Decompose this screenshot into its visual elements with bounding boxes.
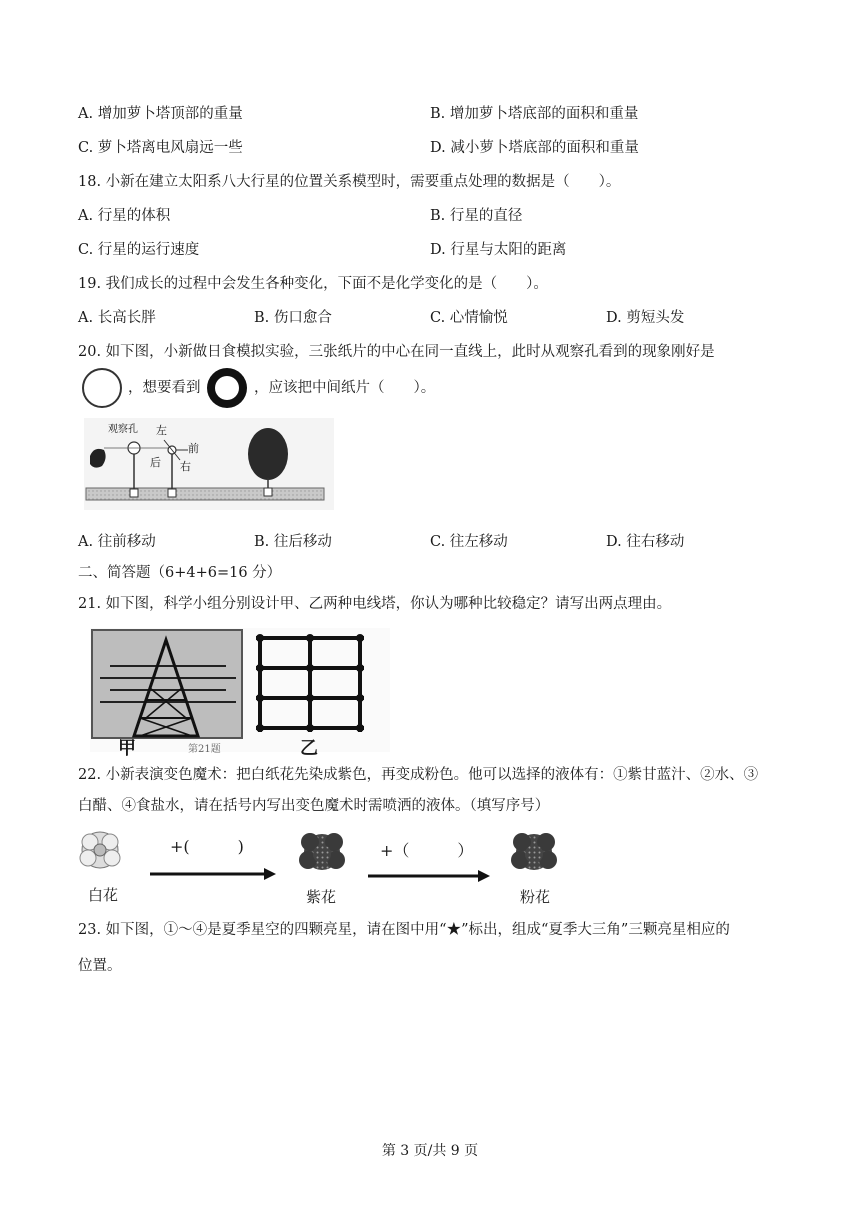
white-flower-icon <box>80 832 120 868</box>
q18-option-c: C. 行星的运行速度 <box>78 242 200 258</box>
q20-option-b: B. 往后移动 <box>254 534 332 550</box>
eclipse-experiment-figure <box>84 418 334 510</box>
q18-option-a: A. 行星的体积 <box>78 208 171 224</box>
label-front: 前 <box>188 442 199 455</box>
q20-option-c: C. 往左移动 <box>430 534 508 550</box>
label-right: 右 <box>180 460 191 473</box>
label-back: 后 <box>150 456 161 469</box>
figure-caption-partial: 第21题 <box>188 744 221 755</box>
label-left: 左 <box>156 424 167 437</box>
q20-option-a: A. 往前移动 <box>78 534 156 550</box>
tower-a-label: 甲 <box>118 738 136 759</box>
q19-option-b: B. 伤口愈合 <box>254 310 332 326</box>
sun-disc-icon <box>80 366 124 410</box>
q17-option-b: B. 增加萝卜塔底部的面积和重量 <box>430 106 639 122</box>
page-footer: 第 3 页/共 9 页 <box>381 1143 479 1159</box>
q17-option-c: C. 萝卜塔离电风扇远一些 <box>78 140 243 156</box>
q20-stem: 20. 如下图，小新做日食模拟实验，三张纸片的中心在同一直线上，此时从观察孔看到的现象刚好是 <box>78 344 715 360</box>
q20-option-d: D. 往右移动 <box>606 534 685 550</box>
q18-option-b: B. 行星的直径 <box>430 208 523 224</box>
tower-b-label: 乙 <box>300 738 318 759</box>
q17-option-d: D. 减小萝卜塔底部的面积和重量 <box>430 140 639 156</box>
q23-stem-line2: 位置。 <box>78 958 122 974</box>
q18-stem: 18. 小新在建立太阳系八大行星的位置关系模型时，需要重点处理的数据是（ ）。 <box>78 174 621 190</box>
q23-stem-line1: 23. 如下图，①～④是夏季星空的四颗亮星，请在图中用“★”标出，组成“夏季大三角”三颗亮星相应的 <box>78 922 730 938</box>
q22-stem-line1: 22. 小新表演变色魔术：把白纸花先染成紫色，再变成粉色。他可以选择的液体有：①紫甘蓝汁、②水、③ <box>78 767 759 783</box>
q19-stem: 19. 我们成长的过程中会发生各种变化，下面不是化学变化的是（ ）。 <box>78 276 548 292</box>
q19-option-d: D. 剪短头发 <box>606 310 685 326</box>
arrow2-label: +（ ） <box>380 841 474 860</box>
q19-option-a: A. 长高长胖 <box>78 310 156 326</box>
purple-flower-label: 紫花 <box>306 888 337 906</box>
power-tower-figure <box>90 628 390 759</box>
arrow1-label: +( ) <box>170 837 244 856</box>
q21-stem: 21. 如下图，科学小组分别设计甲、乙两种电线塔，你认为哪种比较稳定？请写出两点理由。 <box>78 596 672 612</box>
q20-stem-part-b: ，应该把中间纸片（ ）。 <box>254 380 436 396</box>
white-flower-label: 白花 <box>88 886 119 904</box>
annular-eclipse-icon <box>205 366 249 410</box>
q20-stem-part-a: ，想要看到 <box>128 380 201 396</box>
color-magic-figure <box>78 828 598 910</box>
q17-option-a: A. 增加萝卜塔顶部的重量 <box>78 106 243 122</box>
pink-flower-label: 粉花 <box>520 888 551 906</box>
q18-option-d: D. 行星与太阳的距离 <box>430 242 567 258</box>
q19-option-c: C. 心情愉悦 <box>430 310 508 326</box>
section-title: 二、简答题（6+4+6=16 分） <box>78 565 282 581</box>
label-observation-hole: 观察孔 <box>108 424 138 435</box>
q22-stem-line2: 白醋、④食盐水，请在括号内写出变色魔术时需喷洒的液体。（填写序号） <box>78 798 550 814</box>
